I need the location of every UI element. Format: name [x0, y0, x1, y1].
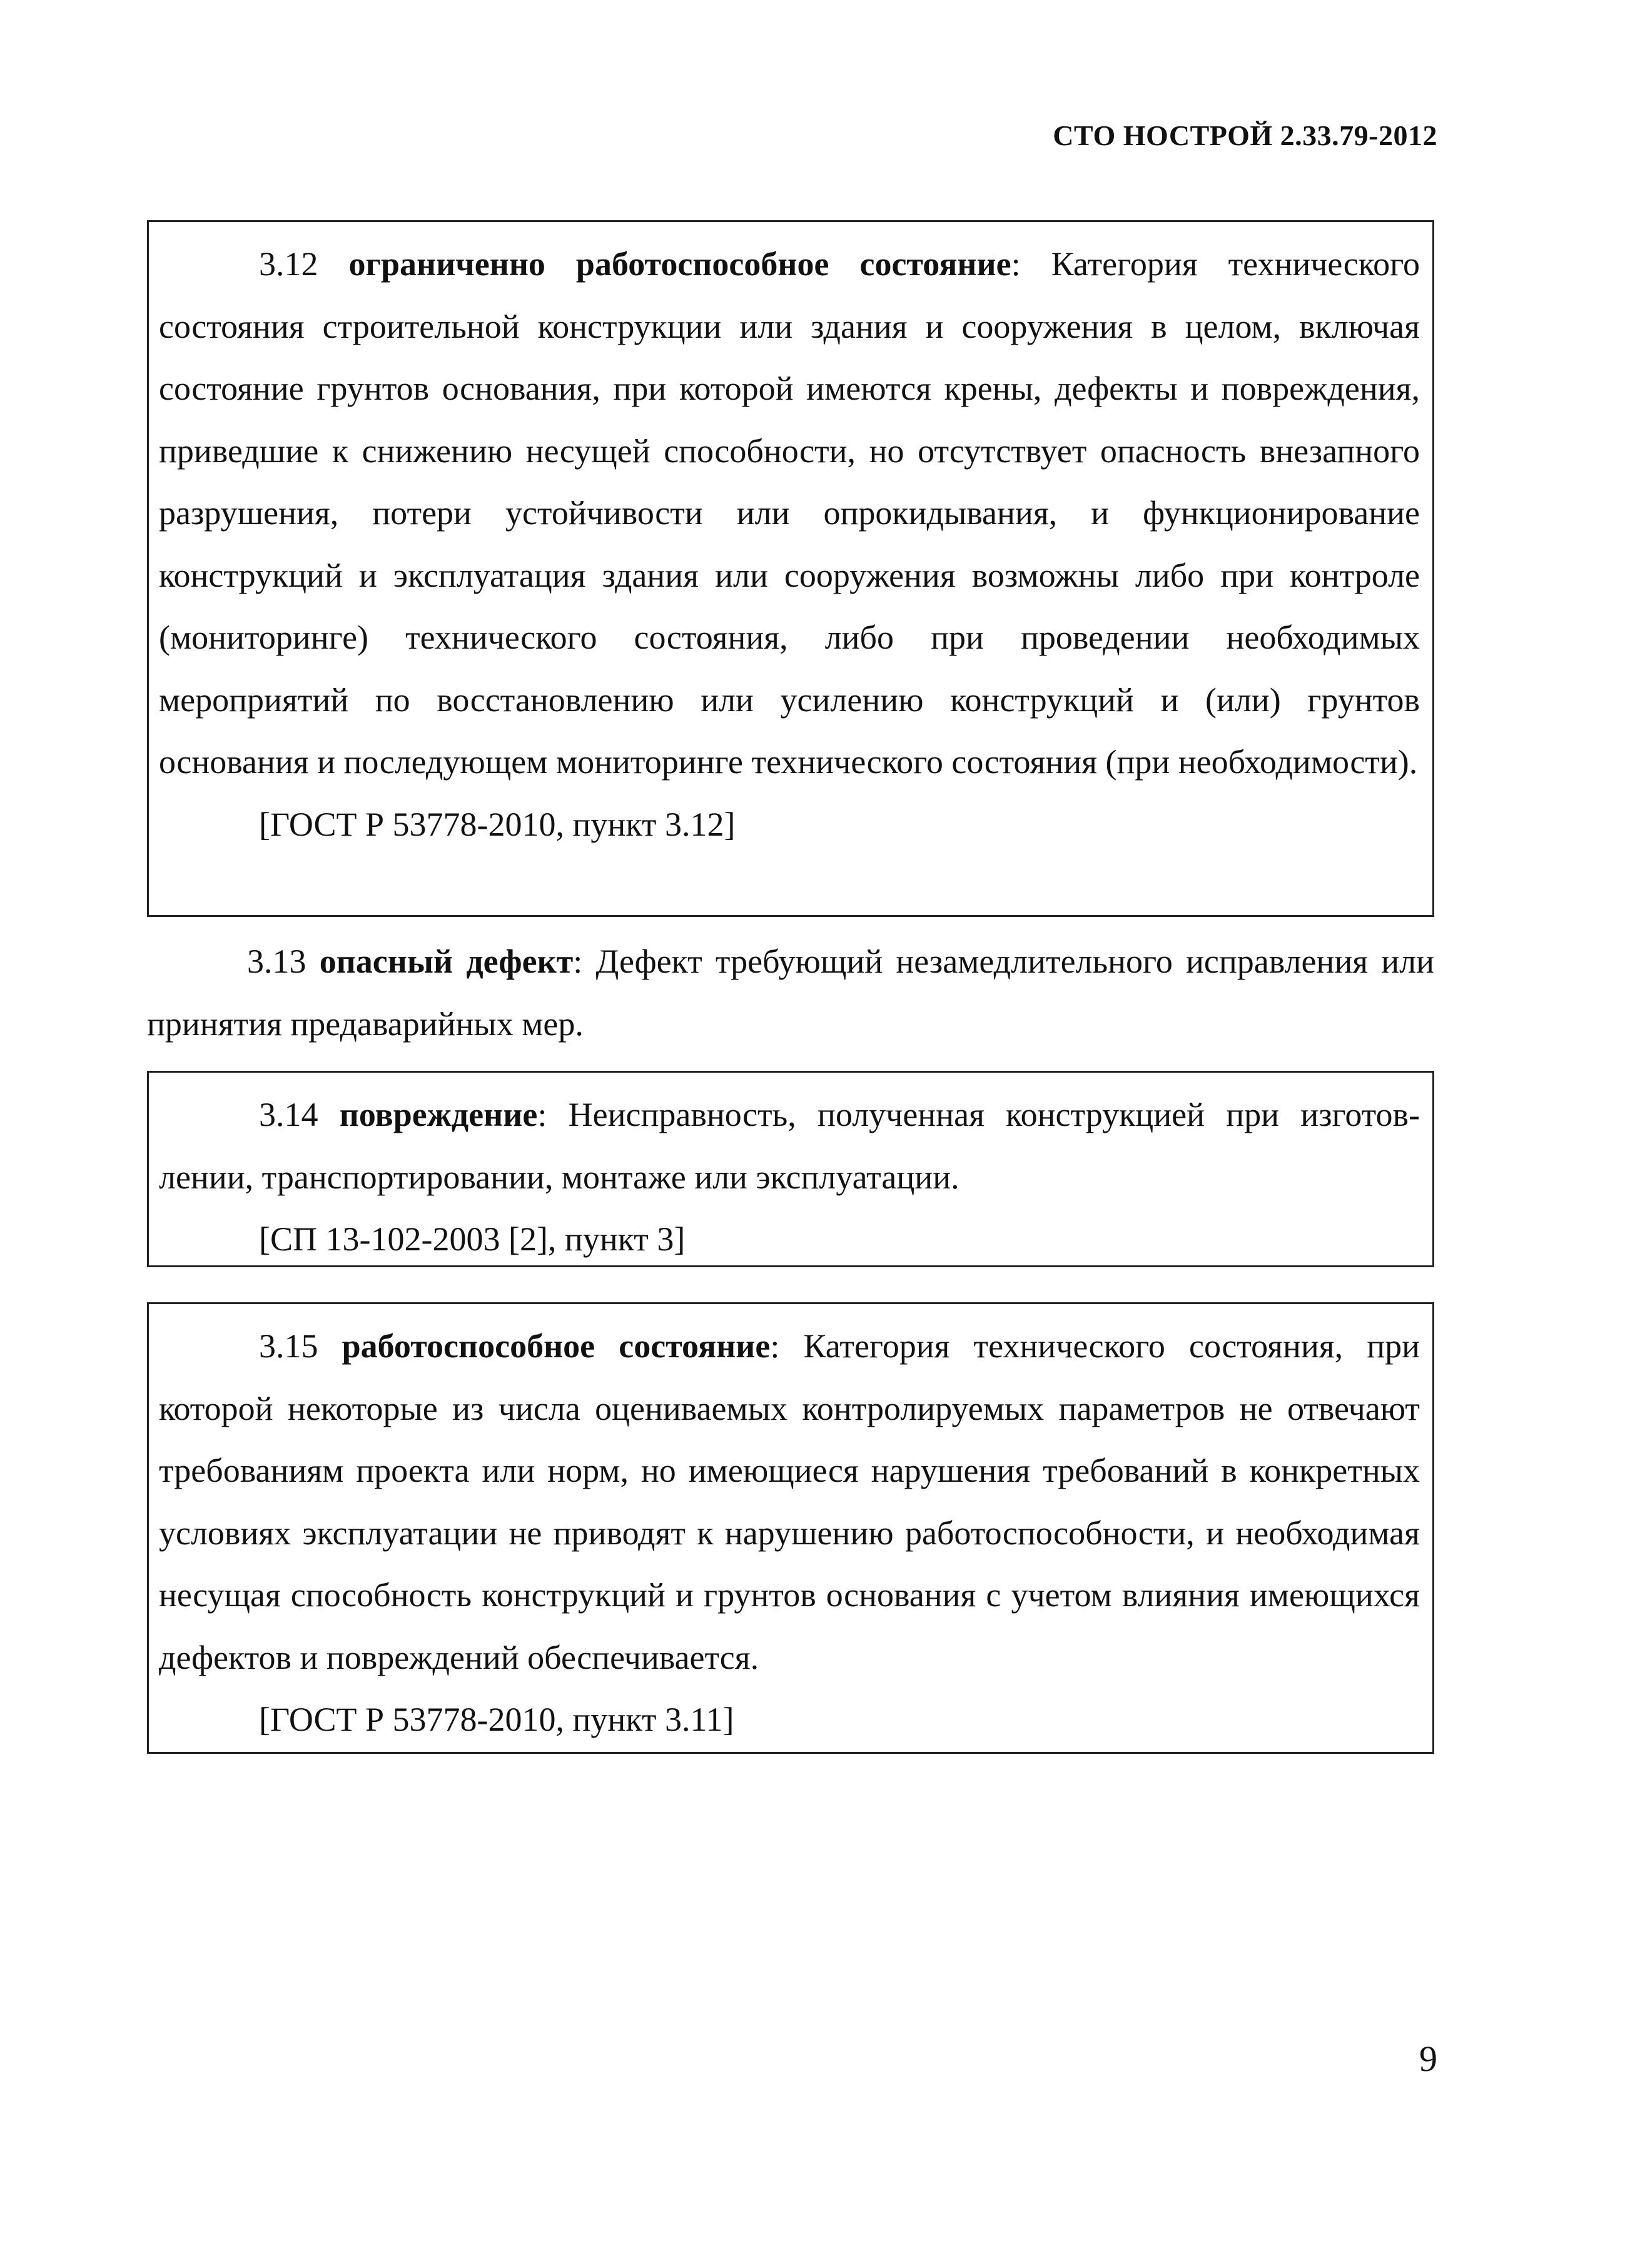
term-number: 3.15 — [259, 1327, 318, 1365]
term-box-3-12 — [147, 220, 1434, 917]
term-reference: [СП 13-102-2003 [2], пункт 3] — [259, 1220, 686, 1258]
term-reference: [ГОСТ Р 53778-2010, пункт 3.11] — [259, 1701, 734, 1738]
term-definition: Категория технического состояния строительной конструкции или здания и сооружения в целом, включая состояние грунтов основания, при которой имеются крены, дефекты и повреждения, приведшие к снижению несущей способности, но отсутствует опасность внезапного разрушения, потери устойчивости или опрокидывания, и функционирование конструкций и эксплуатация здания или сооружения возможны либо при контроле (мониторинге) технического состояния, либо при проведении необходимых мероприятий по восстановлению или усилению конструкций и (или) грунтов основания и последующем мониторинге технического состояния (при необходимости). — [159, 245, 1420, 781]
term-title: повреждение — [339, 1096, 538, 1133]
term-title: работоспособное состояние — [342, 1327, 771, 1365]
term-definition: Категория технического состояния, при которой некоторые из числа оцениваемых контролируемых параметров не отвечают требованиям проекта или норм, но имеющиеся нарушения требований в конкретных условиях эксплуатации не приводят к нарушению работоспособности, и необходимая несущая способность конструкций и грунтов основания с учетом влияния имеющихся дефектов и повреждений обеспечивается. — [159, 1327, 1420, 1676]
term-paragraph: 3.13 опасный дефект: Дефект требующий незамедлительного исправления или принятия предаварийных мер. — [147, 943, 1434, 1043]
term-number: 3.13 — [247, 943, 306, 980]
term-paragraph: 3.12 ограниченно работоспособное состояние: Категория технического состояния строительной конструкции или здания и сооружения в целом, включая состояние грунтов основания, при которой имеются крены, дефекты и повреждения, приведшие к снижению несущей способности, но отсутствует опасность внезапного разрушения, потери устойчивости или опрокидывания, и функционирование конструкций и эксплуатация здания или сооружения возможны либо при контроле (мониторинге) технического состояния, либо при проведении необходимых мероприятий по восстановлению или усилению конструкций и (или) грунтов основания и последующем мониторинге технического состояния (при необходимости). — [159, 245, 1420, 781]
page-number: 9 — [1419, 2038, 1437, 2079]
term-definition: Дефект требующий незамедлительного исправления или принятия предаварийных мер. — [147, 943, 1434, 1043]
term-title: ограниченно работоспособное состояние — [348, 245, 1011, 283]
term-number: 3.14 — [259, 1096, 318, 1133]
term-paragraph-3-13 — [147, 931, 1434, 1055]
document-code-header: СТО НОСТРОЙ 2.33.79-2012 — [1053, 119, 1437, 151]
term-definition: Неисправность, полученная конструкцией при изготовлении, транспортировании, монтаже или эксплуатации. — [159, 1096, 1420, 1196]
term-paragraph: 3.14 повреждение: Неисправность, полученная конструкцией при изготовлении, транспортировании, монтаже или эксплуатации. — [159, 1096, 1420, 1196]
term-reference: [ГОСТ Р 53778-2010, пункт 3.12] — [259, 805, 736, 843]
term-number: 3.12 — [259, 245, 318, 283]
term-box-3-15 — [147, 1302, 1434, 1754]
term-box-3-14 — [147, 1071, 1434, 1267]
term-paragraph: 3.15 работоспособное состояние: Категория технического состояния, при которой некоторые из числа оцениваемых контролируемых параметров не отвечают требованиям проекта или норм, но имеющиеся нарушения требований в конкретных условиях эксплуатации не приводят к нарушению работоспособности, и необходимая несущая способность конструкций и грунтов основания с учетом влияния имеющихся дефектов и повреждений обеспечивается. — [159, 1327, 1420, 1676]
term-title: опасный дефект — [319, 943, 574, 980]
